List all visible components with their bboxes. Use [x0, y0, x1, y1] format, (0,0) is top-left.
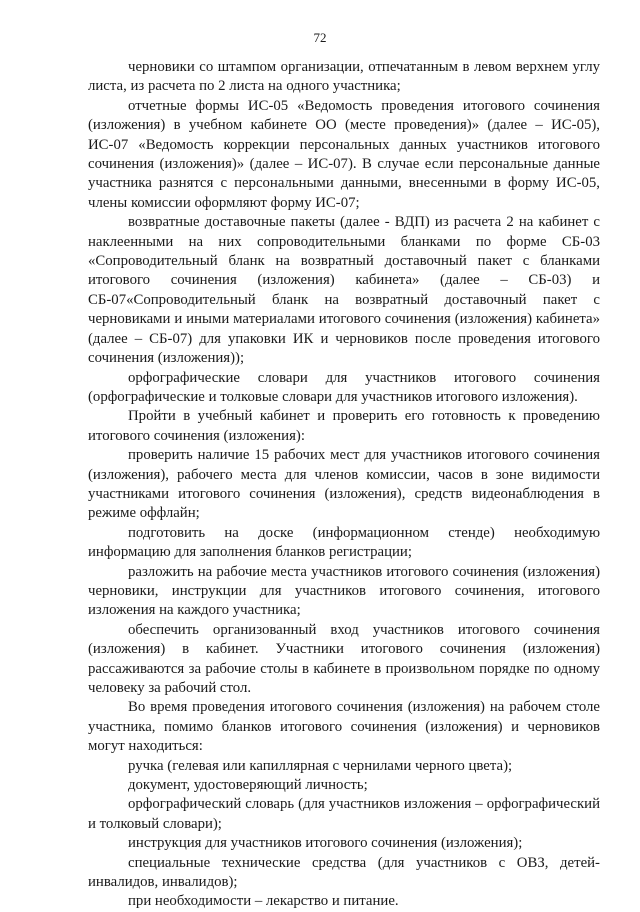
paragraph-organized-entry: обеспечить организованный вход участников итогового сочинения (изложения) в кабинет. Участники итогового сочинения (изложения) рассаживаются за рабочие столы в кабинете в произвольном порядке по одному человеку за рабочий стол. — [88, 621, 600, 696]
page-number: 72 — [313, 30, 327, 45]
paragraph-return-packages: возвратные доставочные пакеты (далее - ВДП) из расчета 2 на кабинет с наклеенными на них сопроводительными бланками по форме СБ-03 «Сопроводительный бланк на возвратный доставочный пакет с бланками итогового сочинения (изложения) кабинета» (далее – СБ-03) и СБ-07«Сопроводительный бланк на возвратный доставочный пакет с черновиками и иными материалами итогового сочинения (изложения) кабинета» (далее – СБ-07) для упаковки ИК и черновиков после проведения итогового сочинения (изложения)); — [88, 214, 600, 367]
list-item-id-document: документ, удостоверяющий личность; — [128, 777, 368, 794]
list-item-technical-aids: специальные технические средства (для участников с ОВЗ, детей-инвалидов, инвалидов); — [88, 854, 600, 891]
paragraph-lay-out-materials: разложить на рабочие места участников итогового сочинения (изложения) черновики, инструкции для участников итогового сочинения, итогового изложения на каждого участника; — [88, 563, 600, 619]
paragraph-report-forms: отчетные формы ИС-05 «Ведомость проведения итогового сочинения (изложения) в учебном кабинете ОО (месте проведения)» (далее – ИС-05), ИС-07 «Ведомость коррекции персональных данных участников итогового сочинения (изложения)» (далее – ИС-07). В случае если персональные данные участника разнятся с персональными данными, внесенными в форму ИС-05, члены комиссии оформляют форму ИС-07; — [88, 97, 600, 211]
paragraph-drafts: черновики со штампом организации, отпечатанным в левом верхнем углу листа, из расчета по 2 листа на одного участника; — [88, 59, 600, 95]
paragraph-desk-items-intro: Во время проведения итогового сочинения (изложения) на рабочем столе участника, помимо бланков итогового сочинения (изложения) и черновиков могут находиться: — [88, 699, 600, 755]
list-item-medicine-food: при необходимости – лекарство и питание. — [128, 893, 399, 910]
paragraph-check-room: Пройти в учебный кабинет и проверить его готовность к проведению итогового сочинения (изложения): — [88, 408, 600, 444]
list-item-pen: ручка (гелевая или капиллярная с чернилами черного цвета); — [128, 757, 513, 774]
paragraph-dictionaries: орфографические словари для участников итогового сочинения (орфографические и толковые словари для участников итогового изложения). — [88, 369, 600, 405]
list-item-dictionary: орфографический словарь (для участников изложения – орфографический и толковый словари); — [88, 796, 600, 832]
document-body — [88, 58, 600, 912]
list-item-instruction: инструкция для участников итогового сочинения (изложения); — [128, 835, 523, 852]
paragraph-prepare-board: подготовить на доске (информационном стенде) необходимую информацию для заполнения бланков регистрации; — [88, 524, 600, 561]
paragraph-check-workplaces: проверить наличие 15 рабочих мест для участников итогового сочинения (изложения), рабочего места для членов комиссии, часов в зоне видимости участниками итогового сочинения (изложения), средств видеонаблюдения в режиме оффлайн; — [88, 447, 600, 522]
